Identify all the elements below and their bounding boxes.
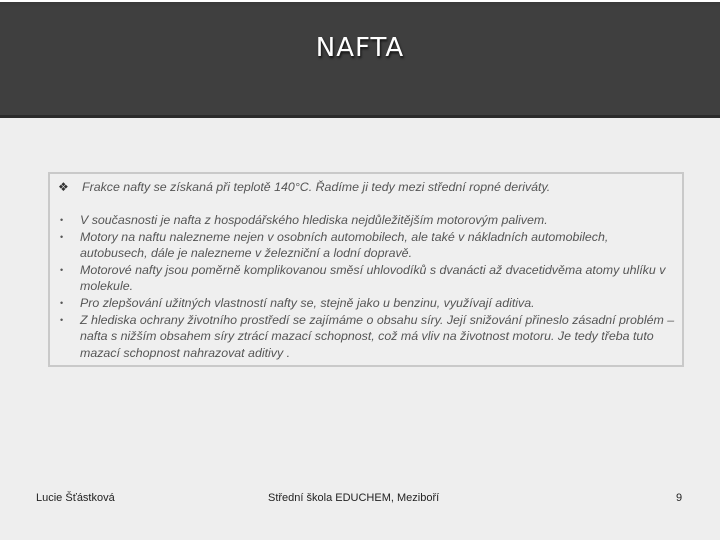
footer-school: Střední škola EDUCHEM, Meziboří	[268, 492, 440, 504]
bullet-dot-icon: •	[60, 215, 64, 225]
list-item	[58, 262, 676, 295]
lead-paragraph	[58, 180, 674, 194]
slide-title: NAFTA	[315, 33, 405, 63]
bullet-dot-icon: •	[60, 264, 64, 275]
page-number: 9	[676, 492, 683, 504]
list-item	[58, 229, 676, 262]
bullet-list	[58, 212, 676, 361]
diamond-bullet-icon: ❖	[58, 180, 69, 194]
list-item	[58, 312, 676, 362]
title-bar	[0, 0, 720, 118]
list-item-text: Z hlediska ochrany životního prostředí se zajímáme o obsahu síry. Její snižování přineslo zásadní problém – nafta s nižším obsahem síry ztrácí mazací schopnost, což má vliv na životnost motoru. Je tedy třeba tuto mazací schopnost nahrazovat aditivy .	[80, 312, 675, 360]
bullet-dot-icon: •	[60, 231, 64, 242]
list-item-text: Pro zlepšování užitných vlastností nafty se, stejně jako u benzinu, využívají aditiva.	[80, 295, 535, 310]
footer-author: Lucie Šťástková	[36, 492, 115, 504]
bullet-dot-icon: •	[60, 314, 64, 325]
list-item	[58, 212, 676, 229]
list-item	[58, 295, 676, 312]
lead-text: Frakce nafty se získaná při teplotě 140°C. Řadíme ji tedy mezi střední ropné deriváty.	[82, 180, 551, 194]
list-item-text: Motory na naftu nalezneme nejen v osobních automobilech, ale také v nákladních automobilech, autobusech, dále je nalezneme v železniční a lodní dopravě.	[80, 229, 609, 261]
list-item-text: Motorové nafty jsou poměrně komplikovanou směsí uhlovodíků s dvanácti až dvacetidvěma atomy uhlíku v molekule.	[80, 262, 666, 294]
list-item-text: V současnosti je nafta z hospodářského hlediska nejdůležitějším motorovým palivem.	[80, 213, 548, 227]
bullet-dot-icon: •	[60, 297, 64, 308]
content-box	[48, 172, 684, 367]
